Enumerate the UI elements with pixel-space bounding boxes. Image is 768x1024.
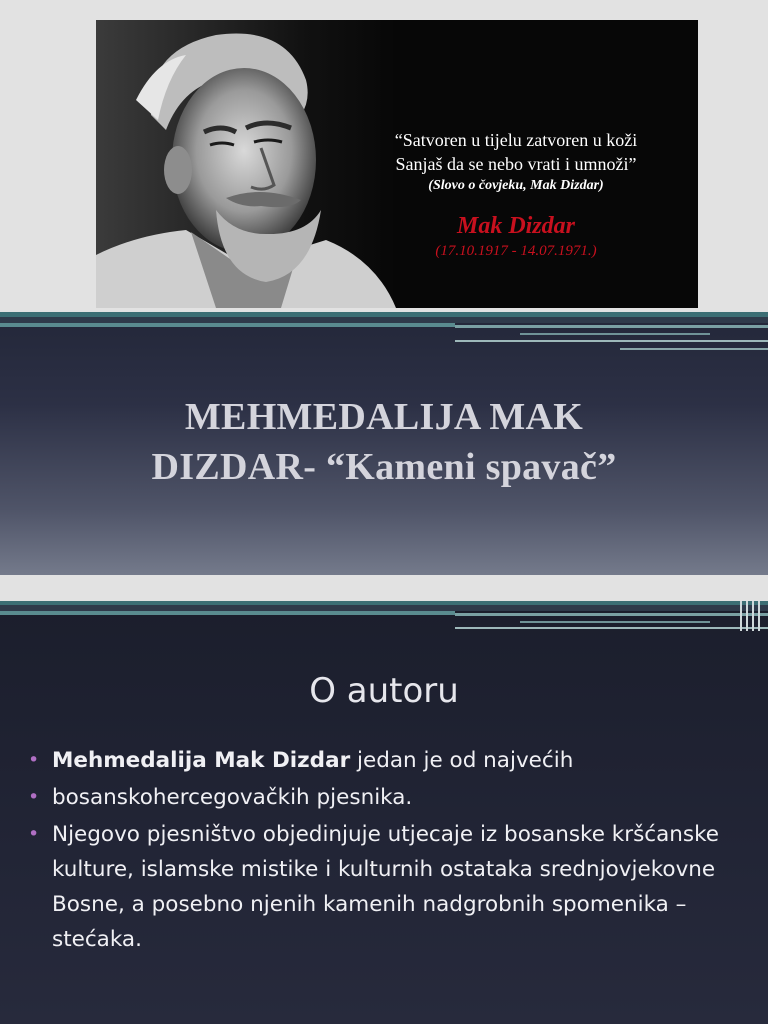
quote-line-1: “Satvoren u tijelu zatvoren u koži	[394, 130, 638, 150]
title-slide	[0, 312, 768, 575]
bullet-text: bosanskohercegovačkih pjesnika.	[52, 785, 413, 810]
bullet-icon: •	[28, 749, 40, 771]
bullet-item	[28, 743, 748, 778]
life-dates: (17.10.1917 - 14.07.1971.)	[435, 243, 597, 259]
quote-line-2: Sanjaš da se nebo vrati i umnoži”	[395, 154, 637, 174]
decorative-stripes	[0, 312, 768, 360]
slide-title	[70, 392, 698, 492]
content-slide	[0, 601, 768, 1024]
bullet-item	[28, 780, 748, 815]
quote-block	[346, 128, 686, 261]
title-line-2: DIZDAR- “Kameni spavač”	[151, 446, 617, 488]
title-line-1: MEHMEDALIJA MAK	[184, 396, 584, 438]
signature-name: Mak Dizdar	[456, 213, 576, 239]
photo-banner	[96, 20, 698, 308]
quote-source: (Slovo o čovjeku, Mak Dizdar)	[428, 178, 604, 193]
signature-block	[346, 213, 686, 261]
bullet-text: jedan je od najvećih	[350, 748, 574, 773]
author-name: Mehmedalija Mak Dizdar	[52, 748, 351, 773]
decorative-stripes	[0, 601, 768, 649]
bullet-icon: •	[28, 786, 40, 808]
bullet-icon: •	[28, 823, 40, 845]
slide-heading: O autoru	[309, 671, 459, 711]
bullet-text: Njegovo pjesništvo objedinjuje utjecaje iz bosanske kršćanske kulture, islamske mistike i kulturnih ostataka srednjovjekovne Bosne, a posebno njenih kamenih nadgrobnih spomenika – stećaka.	[52, 822, 720, 952]
bullet-item	[28, 817, 748, 957]
bullet-list	[28, 743, 748, 959]
